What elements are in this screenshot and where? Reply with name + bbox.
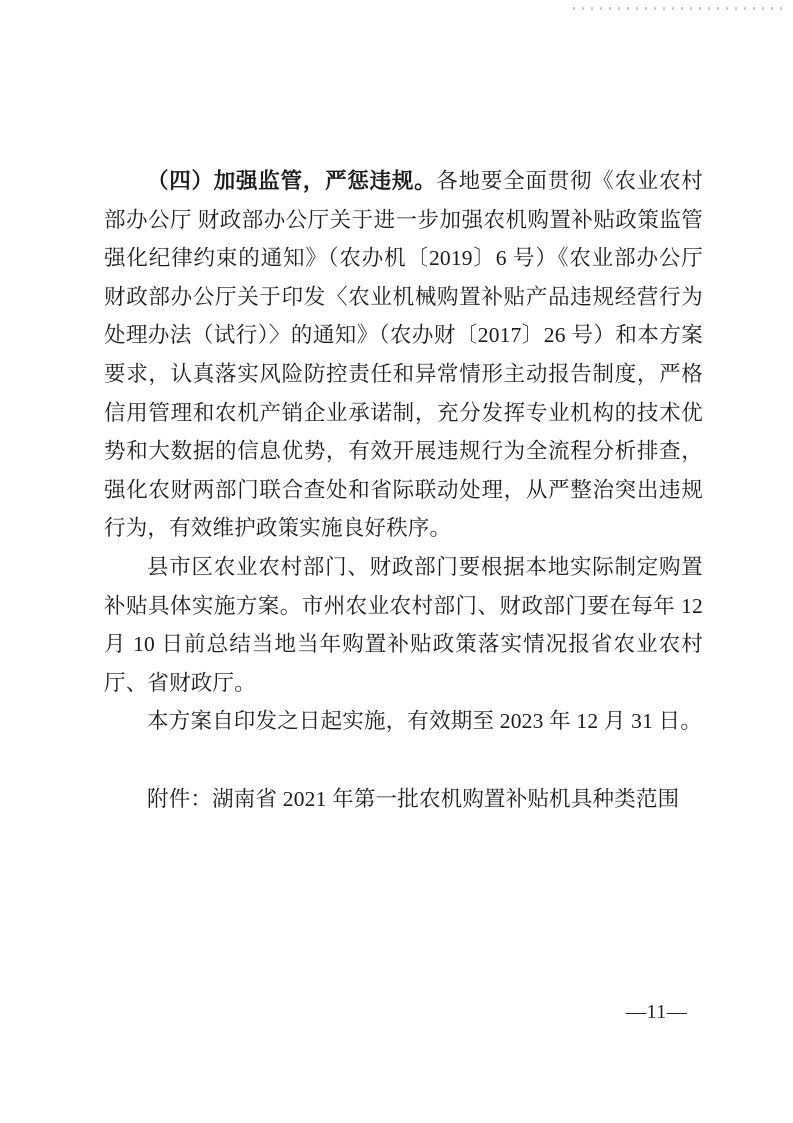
- section-heading: （四）加强监管，严惩违规。: [147, 169, 437, 193]
- paragraph-local-implementation: 县市区农业农村部门、财政部门要根据本地实际制定购置补贴具体实施方案。市州农业农村部门、财政部门要在每年 12 月 10 日前总结当地当年购置补贴政策落实情况报省农业农村厅、省财政厅。: [104, 554, 703, 695]
- paragraph-monitoring: [104, 162, 703, 548]
- paragraph-effective-date: 本方案自印发之日起实施，有效期至 2023 年 12 月 31 日。: [147, 709, 703, 734]
- page-number: —11—: [626, 1001, 688, 1023]
- attachment-line: 附件：湖南省 2021 年第一批农机购置补贴机具种类范围: [147, 786, 680, 811]
- paragraph-monitoring-text: 各地要全面贯彻《农业农村部办公厅 财政部办公厅关于进一步加强农机购置补贴政策监管强化纪律约束的通知》（农办机〔2019〕6 号）《农业部办公厅 财政部办公厅关于印发〈农业机械购置补贴产品违规经营行为处理办法（试行）〉的通知》（农办财〔2017〕26 号）和本方案要求，认真落实风险防控责任和异常情形主动报告制度，严格信用管理和农机产销企业承诺制，充分发挥专业机构的技术优势和大数据的信息优势，有效开展违规行为全流程分析排查，强化农财两部门联合查处和省际联动处理，从严整治突出违规行为，有效维护政策实施良好秩序。: [104, 169, 703, 541]
- scan-artifact-dots: [573, 7, 785, 10]
- document-body: [104, 162, 703, 818]
